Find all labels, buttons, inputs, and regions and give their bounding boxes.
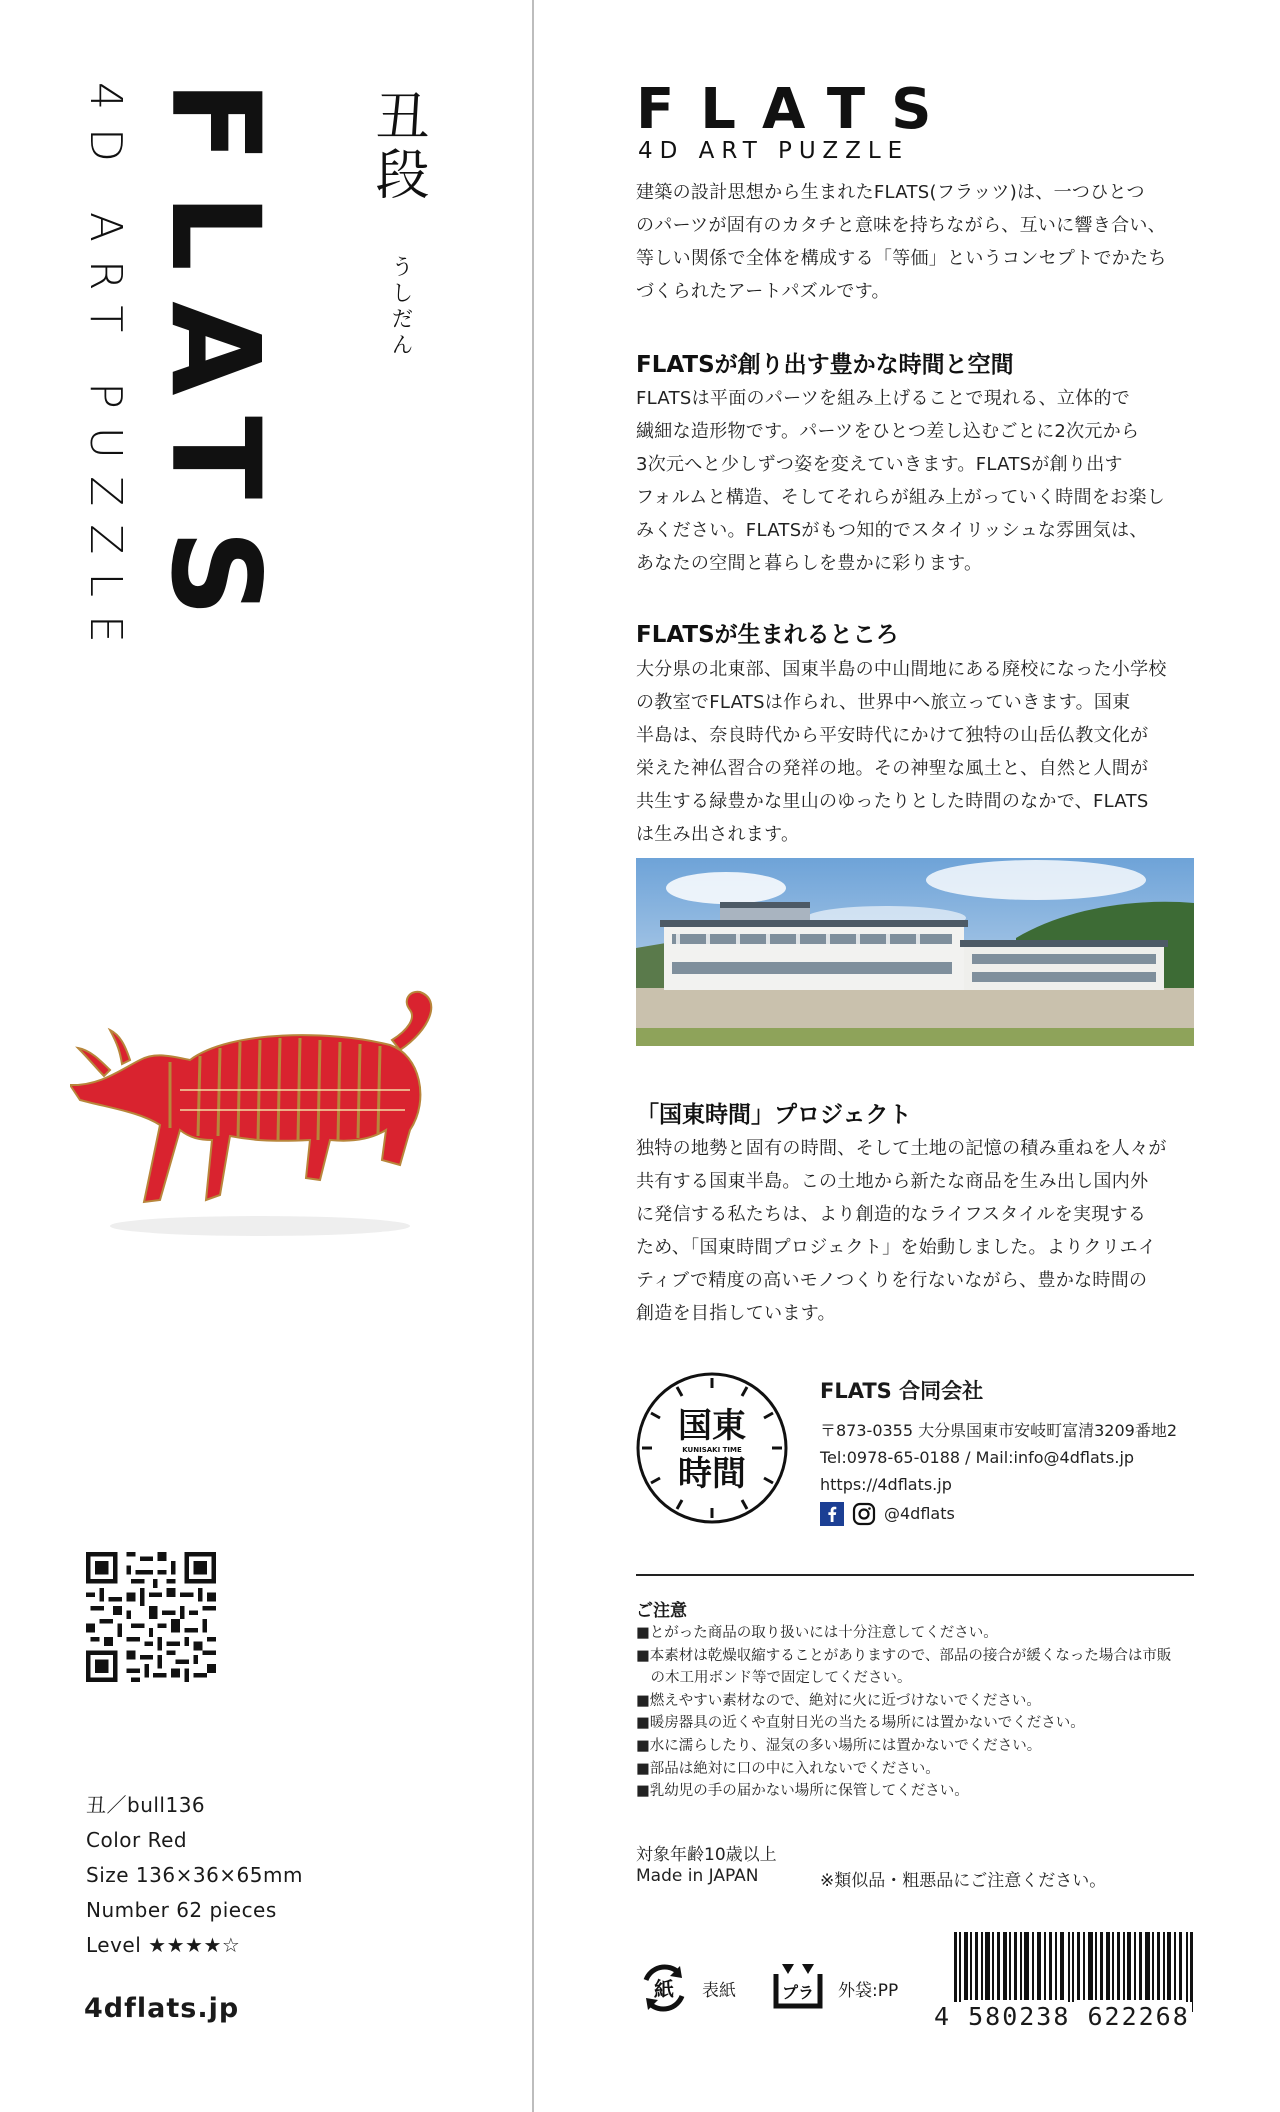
caution-item: ■本素材は乾燥収縮することがありますので、部品の接合が緩くなった場合は市販 — [636, 1647, 1172, 1664]
spec-size: Size 136×36×65mm — [86, 1863, 303, 1887]
barcode-number: 4 580238 622268 — [934, 2002, 1190, 2031]
body-line: 創造を目指しています。 — [636, 1303, 836, 1324]
caution-item: ■暖房器具の近くや直射日光の当たる場所には置かないでください。 — [636, 1715, 1085, 1732]
product-title: 丑段 — [367, 88, 430, 204]
product-reading: うしだん — [388, 255, 413, 359]
body-line: フォルムと構造、そしてそれらが組み上がっていく時間をお楽し — [636, 487, 1166, 508]
clock-logo-top: 国東 — [678, 1406, 746, 1446]
company-url[interactable]: https://4dflats.jp — [820, 1475, 952, 1494]
plastic-recycle-mark — [768, 1960, 898, 2016]
product-specs — [86, 1788, 303, 1963]
body-line: FLATSは平面のパーツを組み上げることで現れる、立体的で — [636, 388, 1131, 409]
body-line: 半島は、奈良時代から平安時代にかけて独特の山岳仏教文化が — [636, 725, 1149, 746]
section-heading-origin: FLATSが生まれるところ — [636, 622, 899, 648]
paper-label: 表紙 — [702, 1980, 736, 2001]
kunisaki-time-logo — [634, 1370, 790, 1526]
body-line: 繊細な造形物です。パーツをひとつ差し込むごとに2次元から — [636, 421, 1140, 442]
made-in: Made in JAPAN — [636, 1866, 759, 1886]
company-name: FLATS 合同会社 — [820, 1379, 984, 1403]
clock-logo-bottom: 時間 — [678, 1454, 746, 1494]
caution-item: ■燃えやすい素材なので、絶対に火に近づけないでください。 — [636, 1692, 1041, 1709]
target-age: 対象年齢10歳以上 — [636, 1845, 777, 1865]
body-line: ため、「国東時間プロジェクト」を始動しました。よりクリエイ — [636, 1237, 1157, 1258]
school-building-photo — [636, 858, 1194, 1046]
paper-recycle-icon — [636, 1960, 692, 2016]
caution-item: ■乳幼児の手の届かない場所に保管してください。 — [636, 1783, 969, 1800]
spec-number: Number 62 pieces — [86, 1898, 277, 1922]
section-heading-project: 「国東時間」プロジェクト — [636, 1102, 912, 1128]
vertical-logo — [144, 80, 286, 800]
body-line: 3次元へと少しずつ姿を変えていきます。FLATSが創り出す — [636, 454, 1123, 475]
similar-product-notice: ※類似品・粗悪品にご注意ください。 — [820, 1871, 1107, 1891]
caution-title: ご注意 — [636, 1601, 687, 1621]
plastic-label: 外袋:PP — [838, 1980, 899, 2001]
section-body-project — [636, 1132, 1236, 1330]
body-line: 共生する緑豊かな里山のゆったりとした時間のなかで、FLATS — [636, 791, 1149, 812]
social-handle[interactable]: @4dflats — [884, 1504, 955, 1523]
caution-item: ■とがった商品の取り扱いには十分注意してください。 — [636, 1625, 998, 1641]
section-body-origin — [636, 653, 1236, 851]
barcode-graphic — [954, 1932, 1194, 2012]
section-heading-space: FLATSが創り出す豊かな時間と空間 — [636, 352, 1014, 378]
plastic-mark-text: プラ — [781, 1983, 815, 2002]
website-link[interactable]: 4dflats.jp — [84, 1993, 240, 2024]
body-line: あなたの空間と暮らしを豊かに彩ります。 — [636, 553, 983, 574]
body-line: 栄えた神仏習合の発祥の地。その神聖な風土と、自然と人間が — [636, 758, 1149, 779]
body-line: は生み出されます。 — [636, 824, 800, 845]
body-line: ティブで精度の高いモノつくりを行ないながら、豊かな時間の — [636, 1270, 1148, 1291]
facebook-icon[interactable] — [820, 1502, 844, 1526]
company-info — [820, 1375, 1177, 1527]
plastic-recycle-icon — [768, 1960, 828, 2016]
clock-logo-middle: KUNISAKI TIME — [682, 1446, 742, 1454]
company-contact[interactable]: Tel:0978-65-0188 / Mail:info@4dflats.jp — [820, 1448, 1135, 1467]
body-line: に発信する私たちは、より創造的なライフスタイルを実現する — [636, 1204, 1147, 1225]
bull-puzzle-image — [70, 990, 450, 1250]
brand-subtitle: 4D ART PUZZLE — [638, 138, 910, 164]
brand-logo: FLATS — [636, 77, 958, 142]
intro-line: のパーツが固有のカタチと意味を持ちながら、互いに響き合い、 — [636, 215, 1166, 236]
qr-code[interactable] — [86, 1552, 216, 1682]
intro-line: づくられたアートパズルです。 — [636, 281, 890, 302]
spec-level: Level ★★★★☆ — [86, 1933, 241, 1957]
left-panel — [0, 0, 532, 2112]
right-panel — [534, 0, 1280, 2112]
spec-model: 丑／bull136 — [86, 1793, 206, 1817]
social-links — [820, 1500, 1177, 1527]
brand-subtitle-vertical: 4D ART PUZZLE — [80, 82, 131, 661]
intro-line: 建築の設計思想から生まれたFLATS(フラッツ)は、一つひとつ — [636, 182, 1145, 203]
paper-mark-text: 紙 — [654, 1977, 674, 2001]
caution-item: ■水に濡らしたり、湿気の多い場所には置かないでください。 — [636, 1737, 1042, 1754]
body-line: 共有する国東半島。この土地から新たな商品を生み出し国内外 — [636, 1171, 1149, 1192]
spec-color: Color Red — [86, 1828, 188, 1852]
instagram-icon[interactable] — [852, 1502, 876, 1526]
brand-logo-vertical: FLATS — [144, 80, 286, 648]
paper-recycle-mark — [636, 1960, 736, 2016]
company-address: 〒873-0355 大分県国東市安岐町富清3209番地2 — [820, 1421, 1178, 1440]
caution-list — [636, 1622, 1196, 1803]
body-line: 独特の地勢と固有の時間、そして土地の記憶の積み重ねを人々が — [636, 1138, 1167, 1159]
body-line: の教室でFLATSは作られ、世界中へ旅立っていきます。国東 — [636, 692, 1131, 713]
caution-item: ■部品は絶対に口の中に入れないでください。 — [636, 1760, 940, 1777]
body-line: みください。FLATSがもつ知的でスタイリッシュな雰囲気は、 — [636, 520, 1148, 541]
body-line: 大分県の北東部、国東半島の中山間地にある廃校になった小学校 — [636, 659, 1167, 680]
section-body-space — [636, 382, 1236, 580]
intro-paragraph — [636, 176, 1236, 308]
section-divider — [636, 1574, 1194, 1576]
intro-line: 等しい関係で全体を構成する「等価」というコンセプトでかたち — [636, 248, 1167, 269]
caution-item: の木工用ボンド等で固定してください。 — [636, 1670, 912, 1687]
